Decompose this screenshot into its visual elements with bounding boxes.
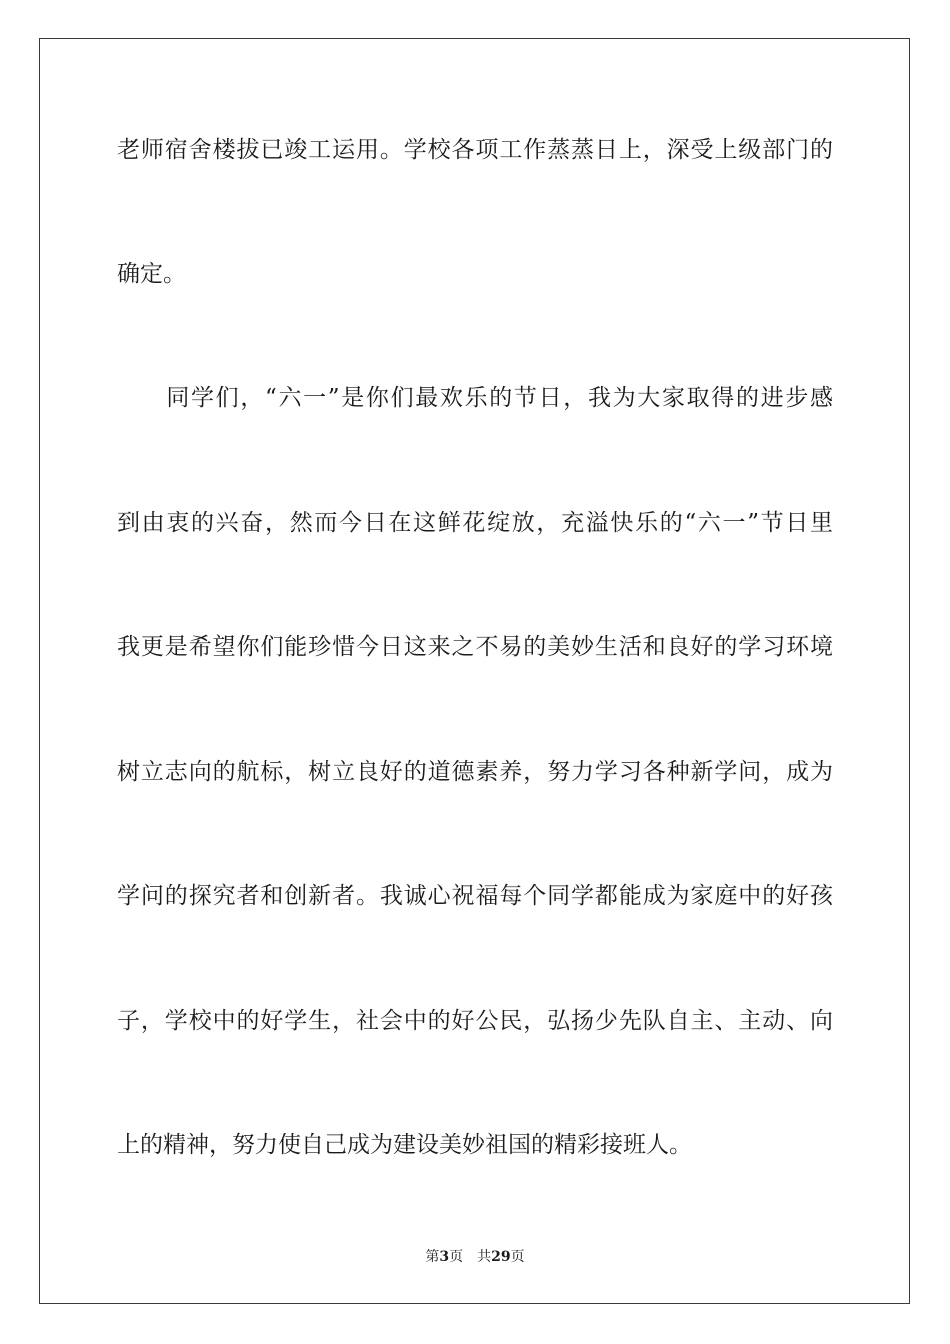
total-prefix: 共: [477, 1249, 492, 1265]
body-line-9: 上的精神，努力使自己成为建设美妙祖国的精彩接班人。: [117, 1132, 692, 1158]
body-line-2: 确定。: [117, 261, 186, 287]
page-border: [39, 38, 910, 1304]
total-suffix: 页: [510, 1249, 525, 1265]
total-pages: 29: [491, 1249, 511, 1265]
page-footer: [0, 1247, 950, 1267]
body-line-1: 老师宿舍楼拔已竣工运用。学校各项工作蒸蒸日上，深受上级部门的: [117, 137, 833, 163]
body-line-7: 学问的探究者和创新者。我诚心祝福每个同学都能成为家庭中的好孩: [117, 883, 833, 909]
body-line-8: 子，学校中的好学生，社会中的好公民，弘扬少先队自主、主动、向: [117, 1008, 833, 1034]
body-line-5: 我更是希望你们能珍惜今日这来之不易的美妙生活和良好的学习环境: [117, 634, 833, 660]
page-suffix: 页: [449, 1249, 464, 1265]
body-line-6: 树立志向的航标，树立良好的道德素养，努力学习各种新学问，成为: [117, 759, 833, 785]
body-line-3: 同学们，“六一”是你们最欢乐的节日，我为大家取得的进步感: [117, 385, 833, 411]
page-number: 3: [439, 1249, 450, 1265]
page-prefix: 第: [425, 1249, 440, 1265]
body-line-4: 到由衷的兴奋，然而今日在这鲜花绽放，充溢快乐的“六一”节日里: [117, 510, 833, 536]
